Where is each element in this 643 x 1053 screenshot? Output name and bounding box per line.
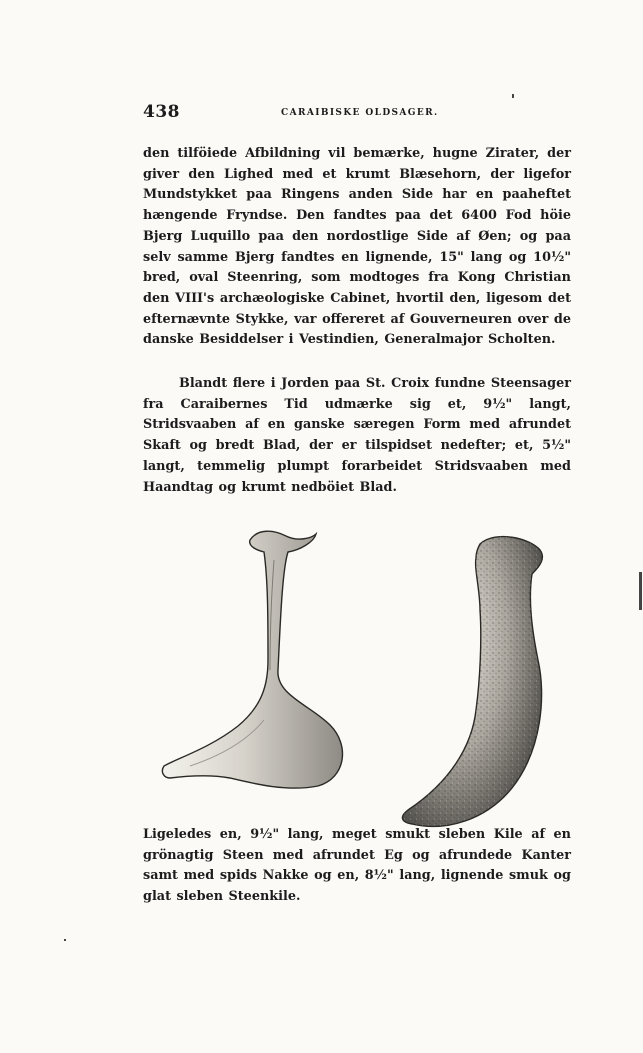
paragraph-2: Blandt flere i Jorden paa St. Croix fundne Steensager fra Caraibernes Tid udmærke sig et, 9½" langt, Stridsvaaben af en ganske særegen Form med afrundet Skaft og bredt Blad, der er tilspidset nedefter; et, 5½" langt, temmelig plumpt forarbeidet Stridsvaaben med Haandtag og krumt nedböiet Blad. [143,376,571,495]
scan-mark [512,94,514,98]
running-title: CARAIBISKE OLDSAGER. [281,108,439,118]
stone-weapons-figure [150,520,570,830]
scan-mark [639,572,642,610]
page-number: 438 [143,102,180,122]
scan-mark [64,939,66,941]
smooth-stone-weapon [162,531,342,788]
figure-illustration [150,520,570,830]
paragraph-1: den tilföiede Afbildning vil bemærke, hugne Zirater, der giver den Lighed med et krumt Blæsehorn, der ligefor Mundstykket paa Ringens anden Side har en paaheftet hængende Fryndse. Den fandtes paa det 6400 Fod höie Bjerg Luquillo paa den nordostlige Side af Øen; og paa selv samme Bjerg fandtes en lignende, 15" lang og 10½" bred, oval Steenring, som modtoges fra Kong Christian den VIII's archæologiske Cabinet, hvortil den, ligesom det efternævnte Stykke, var offereret af Gouverneuren over de danske Besiddelser i Vestindien, Generalmajor Scholten. [143,146,571,348]
page-header [143,96,573,124]
rough-stone-weapon [402,537,542,827]
paragraph-3: Ligeledes en, 9½" lang, meget smukt sleben Kile af en grönagtig Steen med afrundet Eg og afrundede Kanter samt med spids Nakke og en, 8½" lang, lignende smuk og glat sleben Steenkile. [143,827,571,905]
